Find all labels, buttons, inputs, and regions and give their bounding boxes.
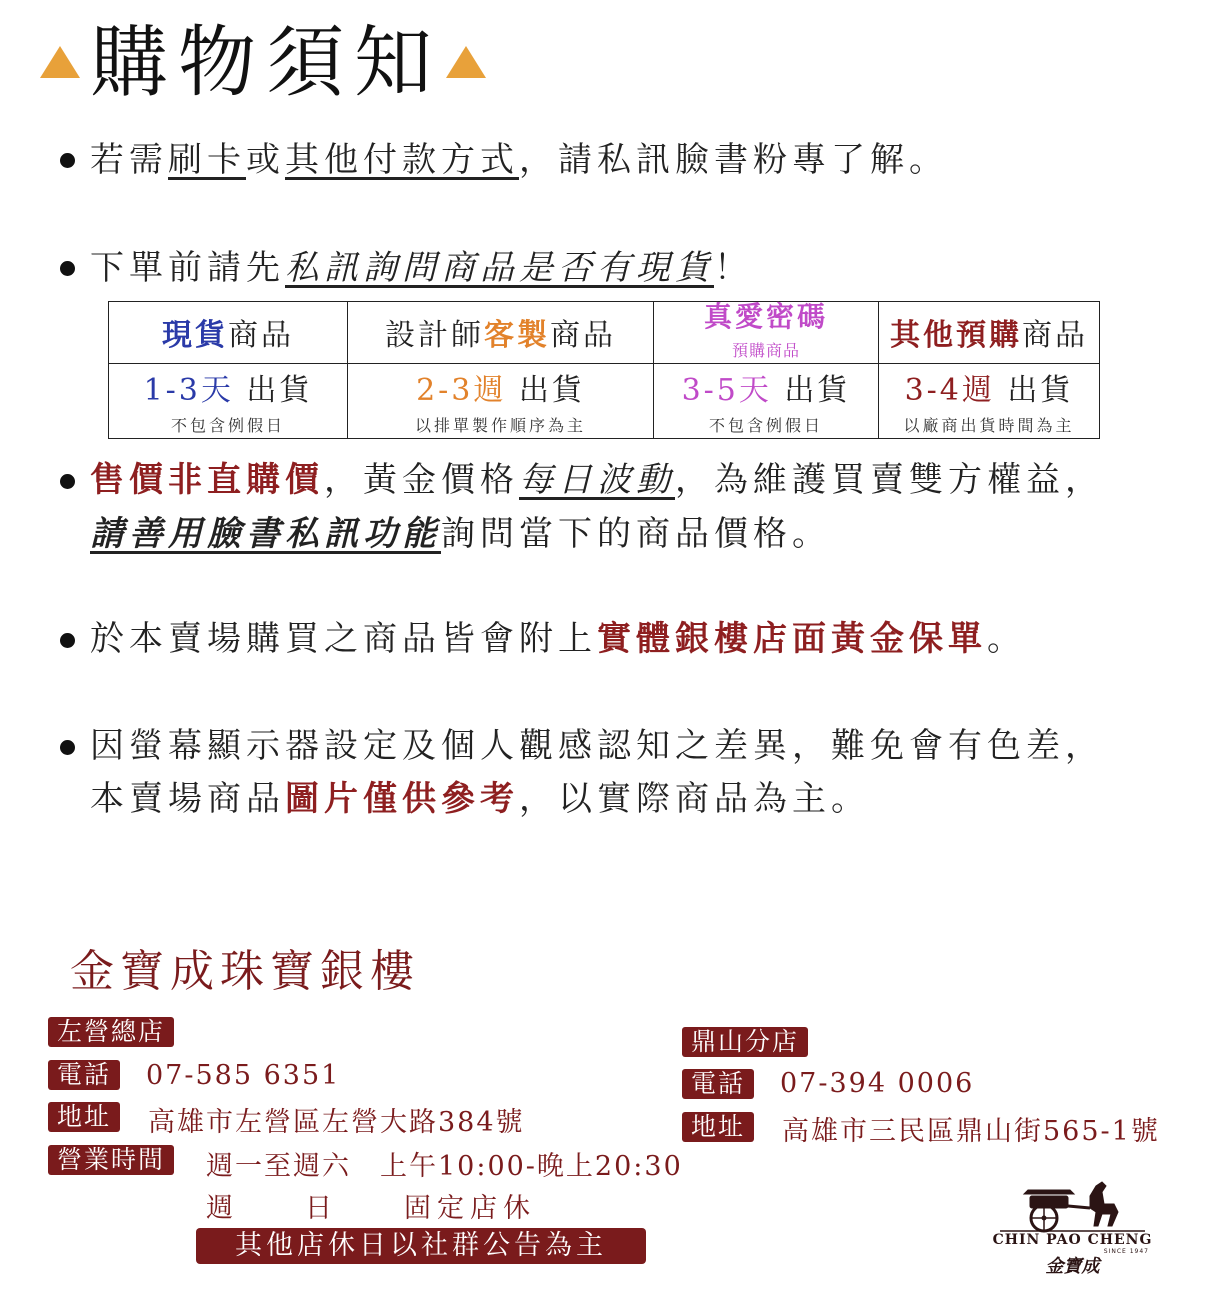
brand-name: 金寶成珠寶銀樓	[70, 946, 420, 997]
main-hours-label: 營業時間	[48, 1145, 174, 1175]
note-payment-card: 刷卡	[168, 140, 246, 180]
note-price-line2	[90, 514, 831, 554]
main-store-name: 左營總店	[48, 1017, 174, 1047]
main-closed: 週 日 固定店休	[206, 1193, 536, 1224]
branch-phone: 07-394 0006	[780, 1068, 975, 1099]
col-instock-head-a: 現貨	[162, 318, 228, 354]
note-color	[90, 726, 1104, 766]
col-custom-time-a: 2-3週	[416, 373, 507, 409]
main-address: 高雄市左營區左營大路384號	[148, 1107, 525, 1138]
note-warranty	[90, 619, 1026, 659]
note-price-rest: ，為維護買賣雙方權益，	[675, 460, 1104, 500]
note-payment-other: 其他付款方式	[285, 140, 519, 180]
note-color-text2: 本賣場商品	[90, 779, 285, 819]
note-color-emphasis: 圖片僅供參考	[285, 779, 519, 819]
col-preorder-head	[878, 302, 1099, 364]
note-price-daily: 每日波動	[519, 460, 675, 500]
brand-logo	[990, 1178, 1155, 1278]
note-price-end: 詢問當下的商品價格。	[441, 514, 831, 554]
col-love-code-note: 不包含例假日	[708, 416, 823, 436]
note-price-messenger: 請善用臉書私訊功能	[90, 514, 441, 554]
note-color-end: ，以實際商品為主。	[519, 779, 870, 819]
note-inquiry	[90, 248, 753, 288]
col-instock-head-b: 商品	[228, 318, 294, 354]
col-preorder-head-b: 商品	[1022, 318, 1088, 354]
col-love-code-head	[653, 302, 878, 364]
col-love-code-time-b: 出貨	[784, 373, 851, 409]
logo-since: SINCE 1947	[1103, 1248, 1149, 1255]
col-preorder-note: 以廠商出貨時間為主	[903, 416, 1075, 436]
col-custom-head-pre: 設計師	[385, 318, 484, 354]
note-inquiry-end: ！	[714, 248, 753, 288]
note-payment-or: 或	[246, 140, 285, 180]
logo-name-zh: 金寶成	[1045, 1256, 1100, 1277]
note-payment	[90, 140, 948, 180]
note-color-line2	[90, 779, 870, 819]
col-instock-time-a: 1-3天	[143, 373, 234, 409]
col-preorder-time	[878, 364, 1099, 438]
col-love-code-head-a: 真愛密碼	[703, 300, 828, 333]
col-preorder-head-a: 其他預購	[890, 318, 1022, 354]
note-inquiry-emphasis: 私訊詢問商品是否有現貨	[285, 248, 714, 288]
branch-store-name: 鼎山分店	[682, 1027, 808, 1057]
col-custom-head-a: 客製	[484, 318, 550, 354]
col-custom-note: 以排單製作順序為主	[414, 416, 586, 436]
triangle-icon-right	[446, 46, 486, 78]
note-price-emphasis: 售價非直購價	[90, 460, 324, 500]
col-custom-head	[347, 302, 653, 364]
note-payment-rest: ，請私訊臉書粉專了解。	[519, 140, 948, 180]
carriage-icon	[990, 1178, 1155, 1236]
col-preorder-time-b: 出貨	[1007, 373, 1074, 409]
col-instock-time-b: 出貨	[246, 373, 313, 409]
note-warranty-end: 。	[987, 619, 1026, 659]
col-instock-time	[109, 364, 347, 438]
triangle-icon-left	[40, 46, 80, 78]
col-instock-note: 不包含例假日	[170, 416, 285, 436]
bullet-icon	[60, 153, 75, 168]
note-price-text: ，黃金價格	[324, 460, 519, 500]
note-color-text: 因螢幕顯示器設定及個人觀感認知之差異，難免會有色差，	[90, 726, 1104, 766]
branch-address: 高雄市三民區鼎山街565-1號	[782, 1116, 1160, 1147]
col-preorder-time-a: 3-4週	[904, 373, 995, 409]
shipping-table	[108, 301, 1100, 439]
bullet-icon	[60, 261, 75, 276]
note-payment-text: 若需	[90, 140, 168, 180]
note-warranty-emphasis: 實體銀樓店面黃金保單	[597, 619, 987, 659]
closing-notice: 其他店休日以社群公告為主	[196, 1228, 646, 1264]
main-hours: 週一至週六 上午10:00-晚上20:30	[206, 1151, 683, 1182]
main-phone: 07-585 6351	[146, 1060, 341, 1091]
branch-phone-label: 電話	[682, 1069, 754, 1099]
bullet-icon	[60, 740, 75, 755]
note-inquiry-text: 下單前請先	[90, 248, 285, 288]
col-love-code-time	[653, 364, 878, 438]
col-love-code-time-a: 3-5天	[681, 373, 772, 409]
note-warranty-text: 於本賣場購買之商品皆會附上	[90, 619, 597, 659]
col-custom-head-b: 商品	[550, 318, 616, 354]
page-title: 購物須知	[90, 18, 443, 108]
main-address-label: 地址	[48, 1102, 120, 1132]
main-phone-label: 電話	[48, 1060, 120, 1090]
col-instock-head	[109, 302, 347, 364]
col-custom-time	[347, 364, 653, 438]
col-custom-time-b: 出貨	[518, 373, 585, 409]
bullet-icon	[60, 633, 75, 648]
bullet-icon	[60, 474, 75, 489]
branch-address-label: 地址	[682, 1112, 754, 1142]
note-price	[90, 460, 1104, 500]
col-love-code-head-sub: 預購商品	[731, 341, 800, 361]
logo-name-en: CHIN PAO CHENG	[992, 1232, 1153, 1248]
